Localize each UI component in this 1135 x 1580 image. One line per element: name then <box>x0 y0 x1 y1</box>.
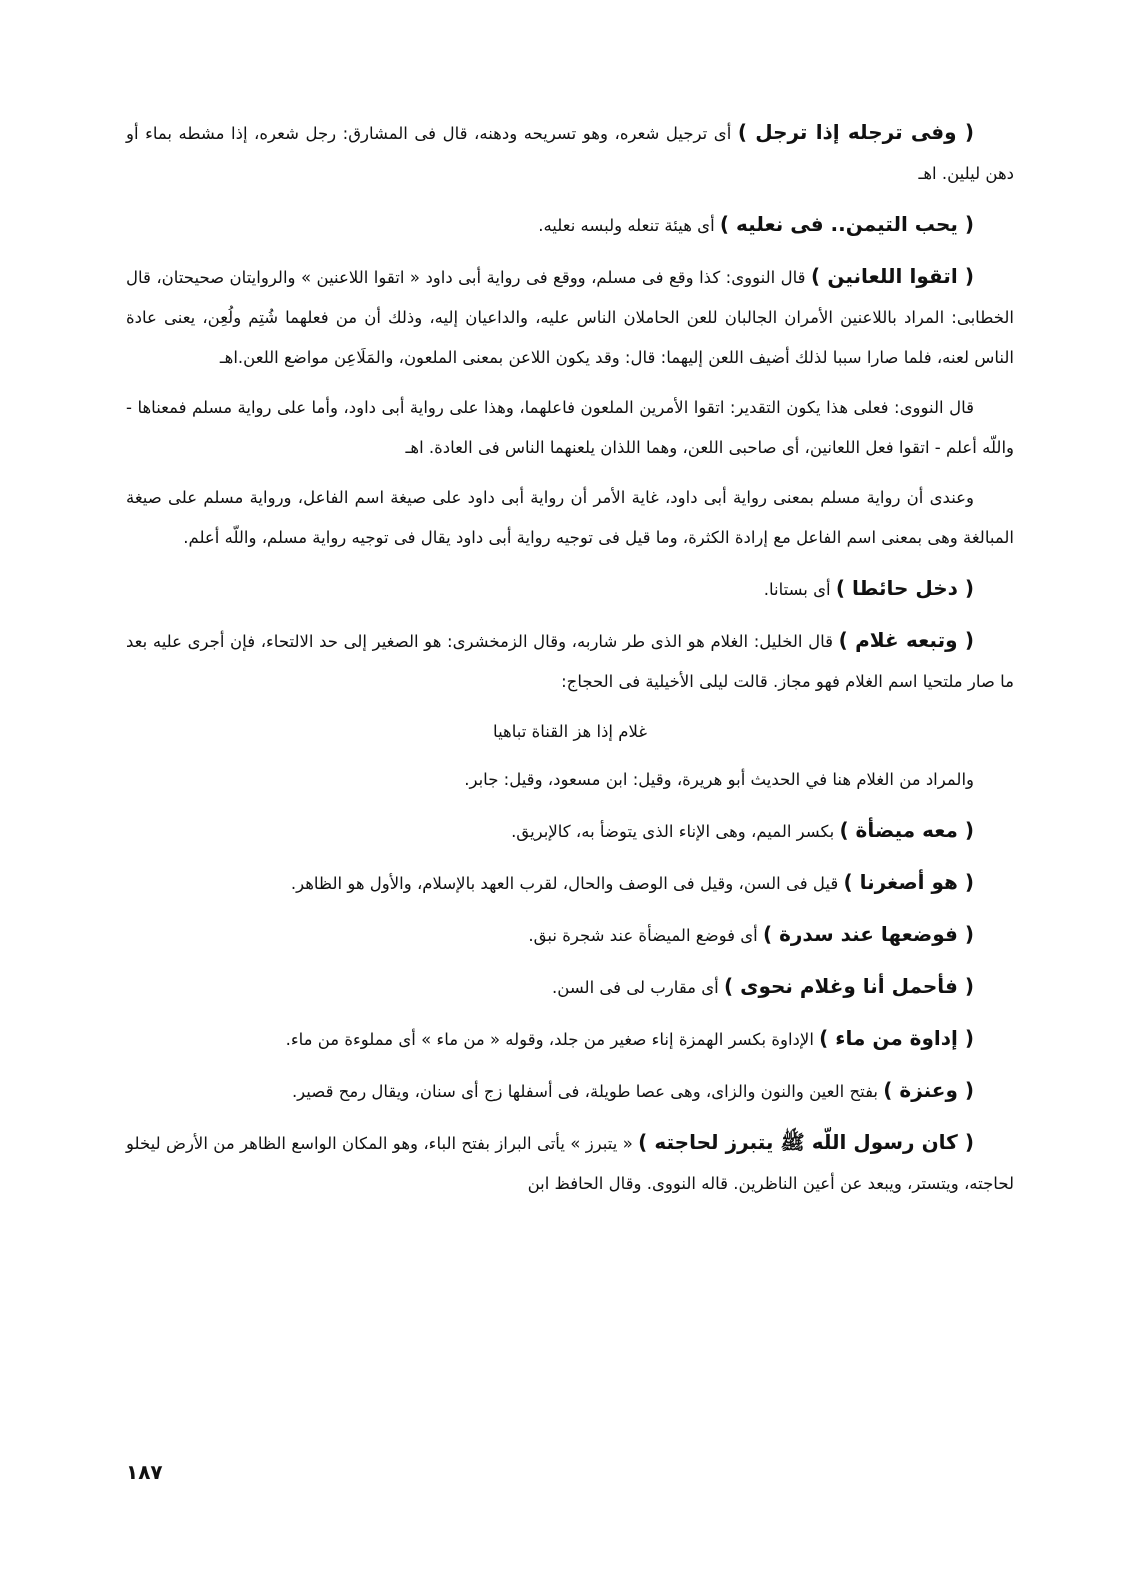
paragraph <box>126 204 1014 246</box>
paragraph-heading: ( إداوة من ماء ) <box>819 1026 974 1050</box>
paragraph-text: الإداوة بكسر الهمزة إناء صغير من جلد، وقوله « من ماء » أى مملوءة من ماء. <box>285 1030 820 1049</box>
paragraph-text: بفتح العين والنون والزاى، وهى عصا طويلة، فى أسفلها زج أى سنان، ويقال رمح قصير. <box>291 1082 884 1101</box>
paragraph <box>126 1018 1014 1060</box>
paragraph <box>126 760 1014 800</box>
paragraph <box>126 568 1014 610</box>
paragraph-heading: ( دخل حائطا ) <box>835 576 974 600</box>
paragraph <box>126 966 1014 1008</box>
paragraph-text: والمراد من الغلام هنا في الحديث أبو هريرة، وقيل: ابن مسعود، وقيل: جابر. <box>464 770 974 789</box>
paragraph-heading: ( فأحمل أنا وغلام نحوى ) <box>724 974 974 998</box>
paragraph <box>126 478 1014 558</box>
paragraph-heading: ( معه ميضأة ) <box>839 818 974 842</box>
paragraph-text: قيل فى السن، وقيل فى الوصف والحال، لقرب العهد بالإسلام، والأول هو الظاهر. <box>290 874 844 893</box>
paragraph-heading: ( كان رسول اللّه ﷺ يتبرز لحاجته ) <box>638 1130 974 1154</box>
page-body <box>126 112 1014 1214</box>
paragraph-text: قال النووى: كذا وقع فى مسلم، ووقع فى رواية أبى داود « اتقوا اللاعنين » والروايتان صحيحتان، قال الخطابى: المراد باللاعنين الأمران الجالبان للعن الحاملان الناس عليه، والداعيان إليه، وذلك أن من فعلهما شُتِم ولُعِن، يعنى عادة الناس لعنه، فلما صارا سببا لذلك أضيف اللعن إليهما: قال: وقد يكون اللاعن بمعنى الملعون، والمَلَاعِن مواضع اللعن.اهـ <box>126 268 1014 367</box>
page-number: ١٨٧ <box>126 1460 163 1484</box>
paragraph <box>126 620 1014 702</box>
paragraph-text: أى مقارب لى فى السن. <box>552 978 725 997</box>
paragraph <box>126 1070 1014 1112</box>
paragraph <box>126 914 1014 956</box>
paragraph-heading: ( وتبعه غلام ) <box>838 628 975 652</box>
paragraph-heading: ( يحب التيمن.. فى نعليه ) <box>719 212 974 236</box>
paragraph <box>126 1122 1014 1204</box>
paragraph-heading: ( فوضعها عند سدرة ) <box>762 922 974 946</box>
paragraph <box>126 862 1014 904</box>
paragraph <box>126 810 1014 852</box>
paragraph-text: أى فوضع الميضأة عند شجرة نبق. <box>528 926 763 945</box>
paragraph-text: أى هيئة تنعله ولبسه نعليه. <box>538 216 720 235</box>
paragraph-text: قال النووى: فعلى هذا يكون التقدير: اتقوا الأمرين الملعون فاعلهما، وهذا على رواية أبى داود، وأما على رواية مسلم فمعناها - واللّه أعلم - اتقوا فعل اللعانين، أى صاحبى اللعن، وهما اللذان يلعنهما الناس فى العادة. اهـ <box>126 398 1014 457</box>
paragraph-text: وعندى أن رواية مسلم بمعنى رواية أبى داود، غاية الأمر أن رواية أبى داود على صيغة اسم الفاعل، ورواية مسلم على صيغة المبالغة وهى بمعنى اسم الفاعل مع إرادة الكثرة، وما قيل فى توجيه رواية أبى داود يقال فى توجيه رواية مسلم، واللّه أعلم. <box>126 488 1014 547</box>
paragraph-heading: ( وفى ترجله إذا ترجل ) <box>737 120 974 144</box>
poetry-verse: غلام إذا هز القناة تباهيا <box>493 722 647 741</box>
paragraph-heading: ( اتقوا اللعانين ) <box>811 264 974 288</box>
paragraph <box>126 388 1014 468</box>
paragraph-text: « يتبرز » يأتى البراز بفتح الباء، وهو المكان الواسع الظاهر من الأرض ليخلو لحاجته، ويتستر، ويبعد عن أعين الناظرين. قاله النووى. وقال الحافظ ابن <box>126 1134 1014 1193</box>
paragraph-text: بكسر الميم، وهى الإناء الذى يتوضأ به، كالإبريق. <box>511 822 840 841</box>
paragraph <box>126 112 1014 194</box>
paragraph <box>126 256 1014 378</box>
paragraph-heading: ( وعنزة ) <box>883 1078 974 1102</box>
paragraph-text: أى بستانا. <box>763 580 836 599</box>
paragraph-heading: ( هو أصغرنا ) <box>843 870 974 894</box>
paragraph-text: أى ترجيل شعره، وهو تسريحه ودهنه، قال فى المشارق: رجل شعره، إذا مشطه بماء أو دهن ليلين. اهـ <box>126 124 1014 183</box>
paragraph-text: قال الخليل: الغلام هو الذى طر شاربه، وقال الزمخشرى: هو الصغير إلى حد الالتحاء، فإن أجرى عليه بعد ما صار ملتحيا اسم الغلام فهو مجاز. قالت ليلى الأخيلية فى الحجاج: <box>126 632 1014 691</box>
